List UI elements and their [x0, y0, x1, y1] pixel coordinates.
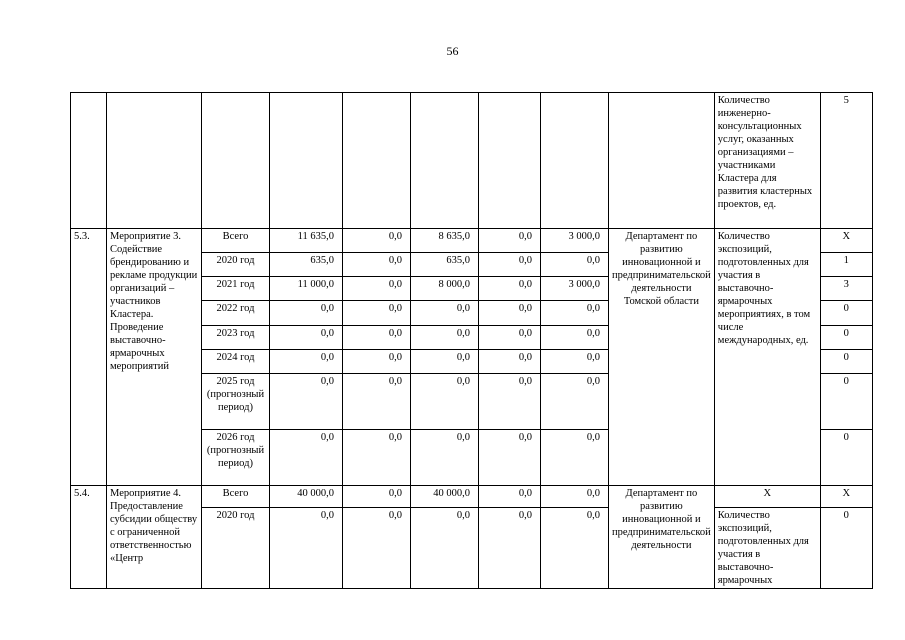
amount-other: 0,0: [541, 350, 609, 374]
cell-name: [107, 93, 202, 229]
period: 2026 год (прогнозный период): [202, 430, 270, 486]
indicator-value: 0: [820, 508, 872, 589]
amount-regional: 635,0: [411, 253, 479, 277]
amount-total: 0,0: [270, 301, 343, 326]
amount-municipal: 0,0: [479, 253, 541, 277]
amount-federal: 0,0: [343, 350, 411, 374]
amount-municipal: 0,0: [479, 301, 541, 326]
period: 2020 год: [202, 253, 270, 277]
amount-other: 3 000,0: [541, 229, 609, 253]
amount-other: 0,0: [541, 486, 609, 508]
amount-federal: 0,0: [343, 301, 411, 326]
amount-regional: 0,0: [411, 430, 479, 486]
amount-total: 0,0: [270, 508, 343, 589]
amount-federal: 0,0: [343, 486, 411, 508]
amount-other: 3 000,0: [541, 277, 609, 301]
amount-total: 40 000,0: [270, 486, 343, 508]
amount-municipal: 0,0: [479, 374, 541, 430]
event-number: 5.4.: [71, 486, 107, 589]
amount-federal: 0,0: [343, 229, 411, 253]
indicator-value: Х: [820, 229, 872, 253]
amount-total: 0,0: [270, 430, 343, 486]
indicator-value: 0: [820, 430, 872, 486]
executor: Департамент по развитию инновационной и предпринимательской деятельности: [609, 486, 715, 589]
cell-federal: [343, 93, 411, 229]
amount-regional: 0,0: [411, 326, 479, 350]
cell-municipal: [479, 93, 541, 229]
cell-total: [270, 93, 343, 229]
event-number: 5.3.: [71, 229, 107, 486]
amount-municipal: 0,0: [479, 486, 541, 508]
period: 2020 год: [202, 508, 270, 589]
amount-regional: 0,0: [411, 350, 479, 374]
table-row: [71, 93, 873, 229]
amount-other: 0,0: [541, 508, 609, 589]
amount-regional: 8 000,0: [411, 277, 479, 301]
amount-total: 0,0: [270, 374, 343, 430]
indicator-name: Количество экспозиций, подготовленных для участия в выставочно-ярмарочных мероприятиях, в том числе международных, ед.: [714, 229, 820, 486]
cell-period: [202, 93, 270, 229]
cell-num: [71, 93, 107, 229]
period: 2021 год: [202, 277, 270, 301]
amount-other: 0,0: [541, 374, 609, 430]
amount-regional: 0,0: [411, 301, 479, 326]
amount-regional: 0,0: [411, 374, 479, 430]
page-number: 56: [446, 44, 459, 58]
period: 2022 год: [202, 301, 270, 326]
amount-regional: 40 000,0: [411, 486, 479, 508]
indicator-value: Х: [820, 486, 872, 508]
amount-other: 0,0: [541, 430, 609, 486]
indicator-value: 0: [820, 326, 872, 350]
budget-table: [70, 92, 873, 589]
amount-federal: 0,0: [343, 277, 411, 301]
amount-other: 0,0: [541, 326, 609, 350]
amount-federal: 0,0: [343, 374, 411, 430]
amount-municipal: 0,0: [479, 430, 541, 486]
amount-regional: 0,0: [411, 508, 479, 589]
amount-federal: 0,0: [343, 430, 411, 486]
amount-total: 11 635,0: [270, 229, 343, 253]
amount-total: 0,0: [270, 326, 343, 350]
amount-federal: 0,0: [343, 253, 411, 277]
indicator-value: 0: [820, 350, 872, 374]
amount-municipal: 0,0: [479, 326, 541, 350]
cell-executor: [609, 93, 715, 229]
amount-total: 11 000,0: [270, 277, 343, 301]
indicator-value: 1: [820, 253, 872, 277]
amount-municipal: 0,0: [479, 229, 541, 253]
period: Всего: [202, 229, 270, 253]
indicator-value: 0: [820, 301, 872, 326]
indicator-name: Х: [714, 486, 820, 508]
amount-other: 0,0: [541, 253, 609, 277]
period: 2024 год: [202, 350, 270, 374]
amount-municipal: 0,0: [479, 508, 541, 589]
amount-regional: 8 635,0: [411, 229, 479, 253]
table-row: [71, 486, 873, 508]
indicator-name: Количество инженерно-консультационных услуг, оказанных организациями – участниками Кластера для развития кластерных проектов, ед.: [714, 93, 820, 229]
period: 2025 год (прогнозный период): [202, 374, 270, 430]
period: 2023 год: [202, 326, 270, 350]
amount-federal: 0,0: [343, 326, 411, 350]
amount-total: 635,0: [270, 253, 343, 277]
indicator-value: 3: [820, 277, 872, 301]
period: Всего: [202, 486, 270, 508]
event-name: Мероприятие 4. Предоставление субсидии обществу с ограниченной ответственностью «Центр: [107, 486, 202, 589]
indicator-value: 0: [820, 374, 872, 430]
indicator-name: Количество экспозиций, подготовленных для участия в выставочно-ярмарочных: [714, 508, 820, 589]
amount-other: 0,0: [541, 301, 609, 326]
table-row: [71, 229, 873, 253]
event-name: Мероприятие 3. Содействие брендированию и рекламе продукции организаций – участников Кластера. Проведение выставочно-ярмарочных мероприятий: [107, 229, 202, 486]
cell-other: [541, 93, 609, 229]
amount-federal: 0,0: [343, 508, 411, 589]
amount-municipal: 0,0: [479, 277, 541, 301]
executor: Департамент по развитию инновационной и предпринимательской деятельности Томской области: [609, 229, 715, 486]
cell-regional: [411, 93, 479, 229]
amount-total: 0,0: [270, 350, 343, 374]
indicator-value: 5: [820, 93, 872, 229]
amount-municipal: 0,0: [479, 350, 541, 374]
